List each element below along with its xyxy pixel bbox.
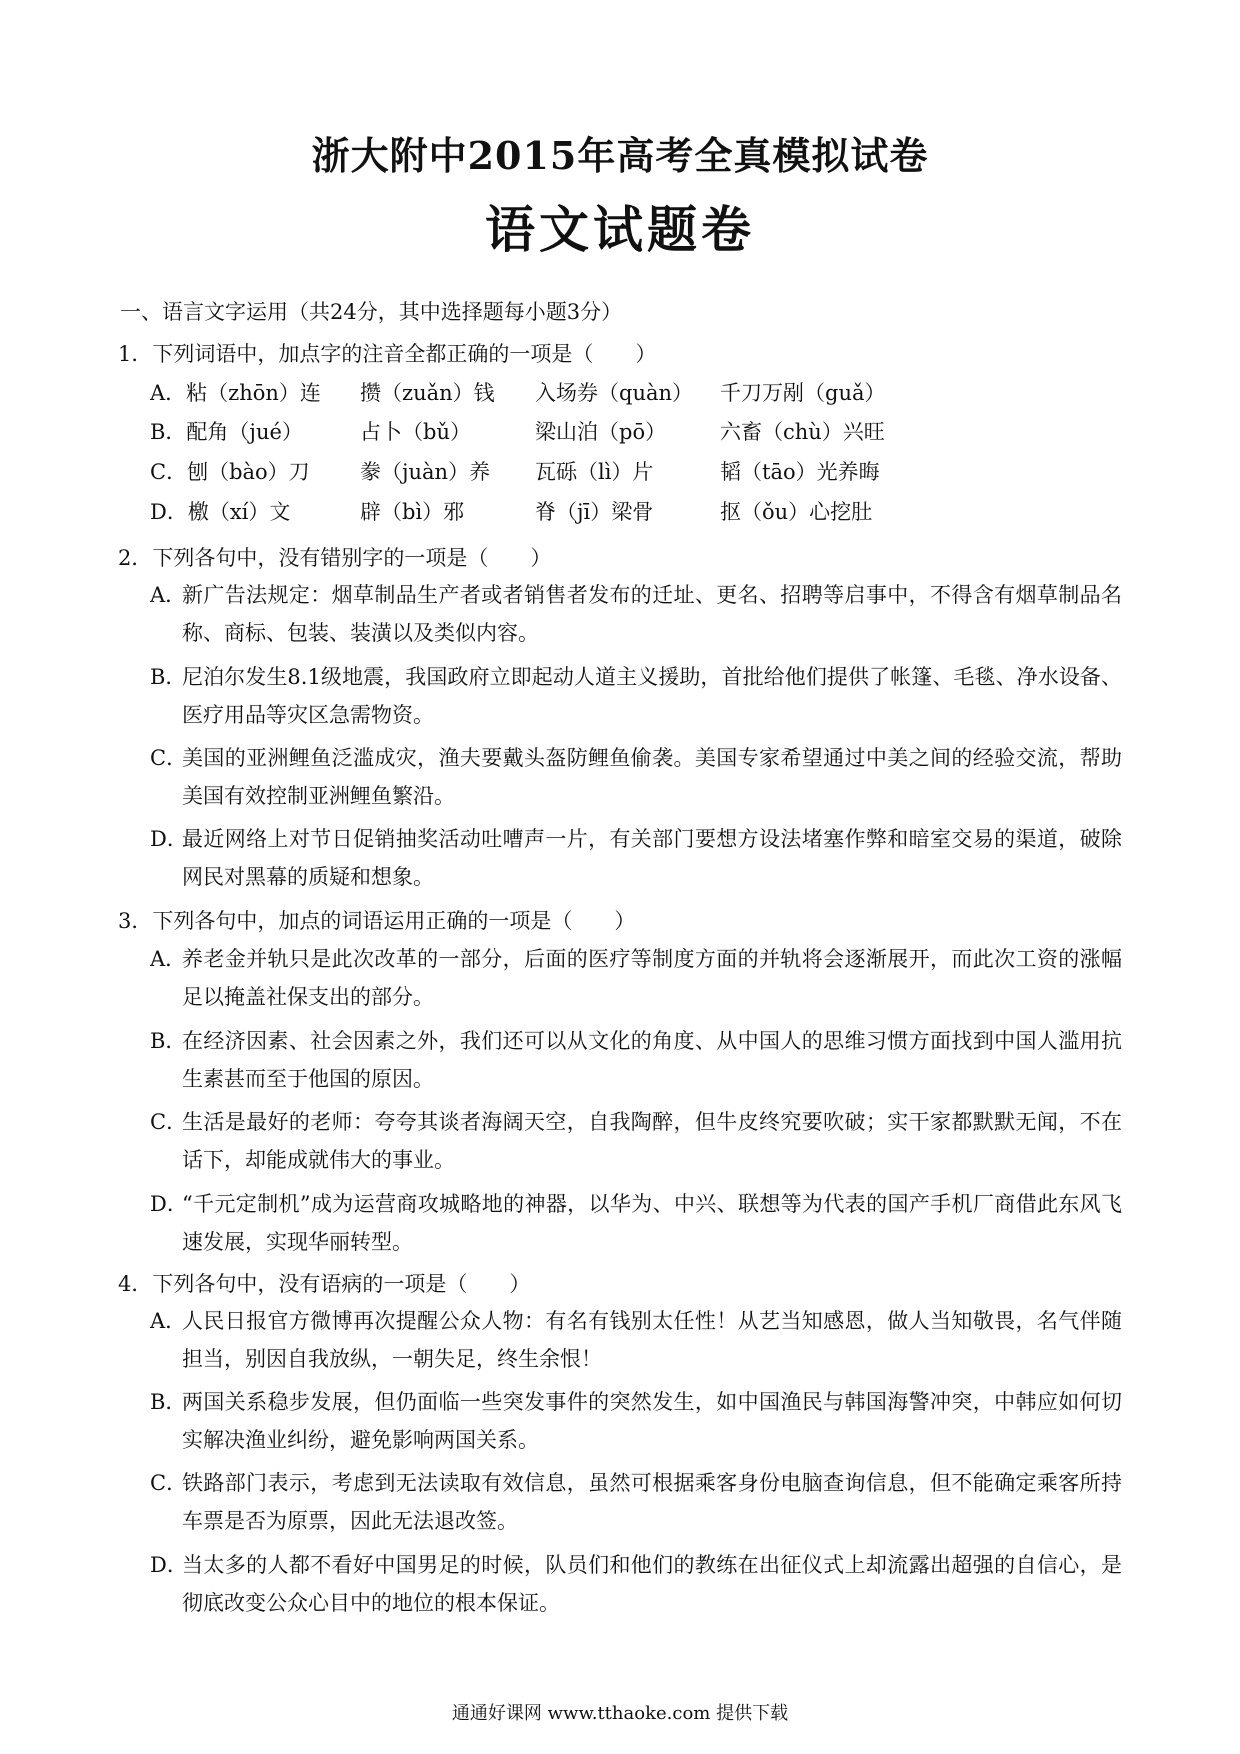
option-label: D． (150, 827, 188, 851)
q1-c-item-1: C．刨（bào）刀 (150, 460, 310, 484)
question-2-option-c (150, 739, 1122, 815)
q1-d-item-3: 脊（jī）梁骨 (535, 500, 654, 524)
q1-a-item-4: 千刀万剐（guǎ） (720, 381, 886, 405)
option-label: C． (150, 1110, 188, 1134)
question-3-option-a (150, 940, 1122, 1016)
option-label: B． (150, 1390, 187, 1414)
option-text: 铁路部门表示，考虑到无法读取有效信息，虽然可根据乘客身份电脑查询信息，但不能确定乘客所持车票是否为原票，因此无法退改签。 (182, 1471, 1122, 1533)
option-label: D． (150, 1553, 188, 1577)
option-text: 当太多的人都不看好中国男足的时候，队员们和他们的教练在出征仪式上却流露出超强的自信心，是彻底改变公众心目中的地位的根本保证。 (182, 1553, 1122, 1615)
option-label: C． (150, 1471, 188, 1495)
q1-d-item-2: 辟（bì）邪 (360, 500, 465, 524)
option-label: A． (150, 1309, 187, 1333)
q1-c-item-4: 韬（tāo）光养晦 (720, 460, 880, 484)
question-2-option-b (150, 658, 1122, 734)
option-text: “千元定制机”成为运营商攻城略地的神器，以华为、中兴、联想等为代表的国产手机厂商借此东风飞速发展，实现华丽转型。 (182, 1192, 1122, 1254)
q1-b-item-4: 六畜（chù）兴旺 (720, 420, 885, 444)
option-text: 人民日报官方微博再次提醒公众人物：有名有钱别太任性！从艺当知感恩，做人当知敬畏，名气伴随担当，别因自我放纵，一朝失足，终生余恨！ (182, 1309, 1122, 1371)
option-label: C． (150, 746, 188, 770)
exam-title: 浙大附中2015年高考全真模拟试卷 (311, 133, 929, 178)
q1-a-item-2: 攒（zuǎn）钱 (360, 381, 495, 405)
q1-d-item-4: 抠（ǒu）心挖肚 (720, 500, 873, 524)
q1-b-item-2: 占卜（bǔ） (360, 420, 471, 444)
option-text: 尼泊尔发生8.1级地震，我国政府立即起动人道主义援助，首批给他们提供了帐篷、毛毯、净水设备、医疗用品等灾区急需物资。 (182, 665, 1122, 727)
question-4-option-b (150, 1383, 1122, 1459)
q1-b-item-3: 梁山泊（pō） (535, 420, 667, 444)
q1-a-item-3: 入场券（quàn） (535, 381, 694, 405)
question-1-stem: 1．下列词语中，加点字的注音全都正确的一项是（ ） (118, 342, 657, 366)
q1-d-item-1: D．檄（xí）文 (150, 500, 291, 524)
option-text: 在经济因素、社会因素之外，我们还可以从文化的角度、从中国人的思维习惯方面找到中国人滥用抗生素甚而至于他国的原因。 (182, 1029, 1122, 1091)
q1-c-item-2: 豢（juàn）养 (360, 460, 491, 484)
option-text: 美国的亚洲鲤鱼泛滥成灾，渔夫要戴头盔防鲤鱼偷袭。美国专家希望通过中美之间的经验交流，帮助美国有效控制亚洲鲤鱼繁沿。 (182, 746, 1122, 808)
option-text: 生活是最好的老师：夸夸其谈者海阔天空，自我陶醉，但牛皮终究要吹破；实干家都默默无闻，不在话下，却能成就伟大的事业。 (182, 1110, 1122, 1172)
q1-c-item-3: 瓦砾（lì）片 (535, 460, 654, 484)
question-3-option-d (150, 1185, 1122, 1261)
question-4-option-d (150, 1546, 1122, 1622)
question-4-option-c (150, 1464, 1122, 1540)
option-label: D． (150, 1192, 188, 1216)
option-label: B． (150, 665, 187, 689)
option-label: B． (150, 1029, 187, 1053)
question-4-option-a (150, 1302, 1122, 1378)
question-2-option-a (150, 576, 1122, 652)
exam-subtitle: 语文试题卷 (485, 200, 755, 259)
page-footer: 通通好课网 www.tthaoke.com 提供下载 (451, 1703, 789, 1724)
question-2-option-d (150, 820, 1122, 896)
q1-b-item-1: B．配角（jué） (150, 420, 303, 444)
question-3-option-b (150, 1022, 1122, 1098)
option-label: A． (150, 583, 187, 607)
option-text: 养老金并轨只是此次改革的一部分，后面的医疗等制度方面的并轨将会逐渐展开，而此次工资的涨幅足以掩盖社保支出的部分。 (182, 947, 1122, 1009)
question-2-stem: 2．下列各句中，没有错别字的一项是（ ） (118, 546, 552, 570)
question-4-stem: 4．下列各句中，没有语病的一项是（ ） (118, 1272, 531, 1296)
option-text: 新广告法规定：烟草制品生产者或者销售者发布的迁址、更名、招聘等启事中，不得含有烟草制品名称、商标、包装、装潢以及类似内容。 (182, 583, 1122, 645)
section-heading: 一、语言文字运用（共24分，其中选择题每小题3分） (120, 300, 623, 324)
option-text: 最近网络上对节日促销抽奖活动吐嘈声一片，有关部门要想方设法堵塞作弊和暗室交易的渠道，破除网民对黑幕的质疑和想象。 (182, 827, 1122, 889)
q1-a-item-1: A．粘（zhōn）连 (150, 381, 321, 405)
question-3-option-c (150, 1103, 1122, 1179)
option-text: 两国关系稳步发展，但仍面临一些突发事件的突然发生，如中国渔民与韩国海警冲突，中韩应如何切实解决渔业纠纷，避免影响两国关系。 (182, 1390, 1122, 1452)
question-3-stem: 3．下列各句中，加点的词语运用正确的一项是（ ） (118, 909, 636, 933)
option-label: A． (150, 947, 187, 971)
